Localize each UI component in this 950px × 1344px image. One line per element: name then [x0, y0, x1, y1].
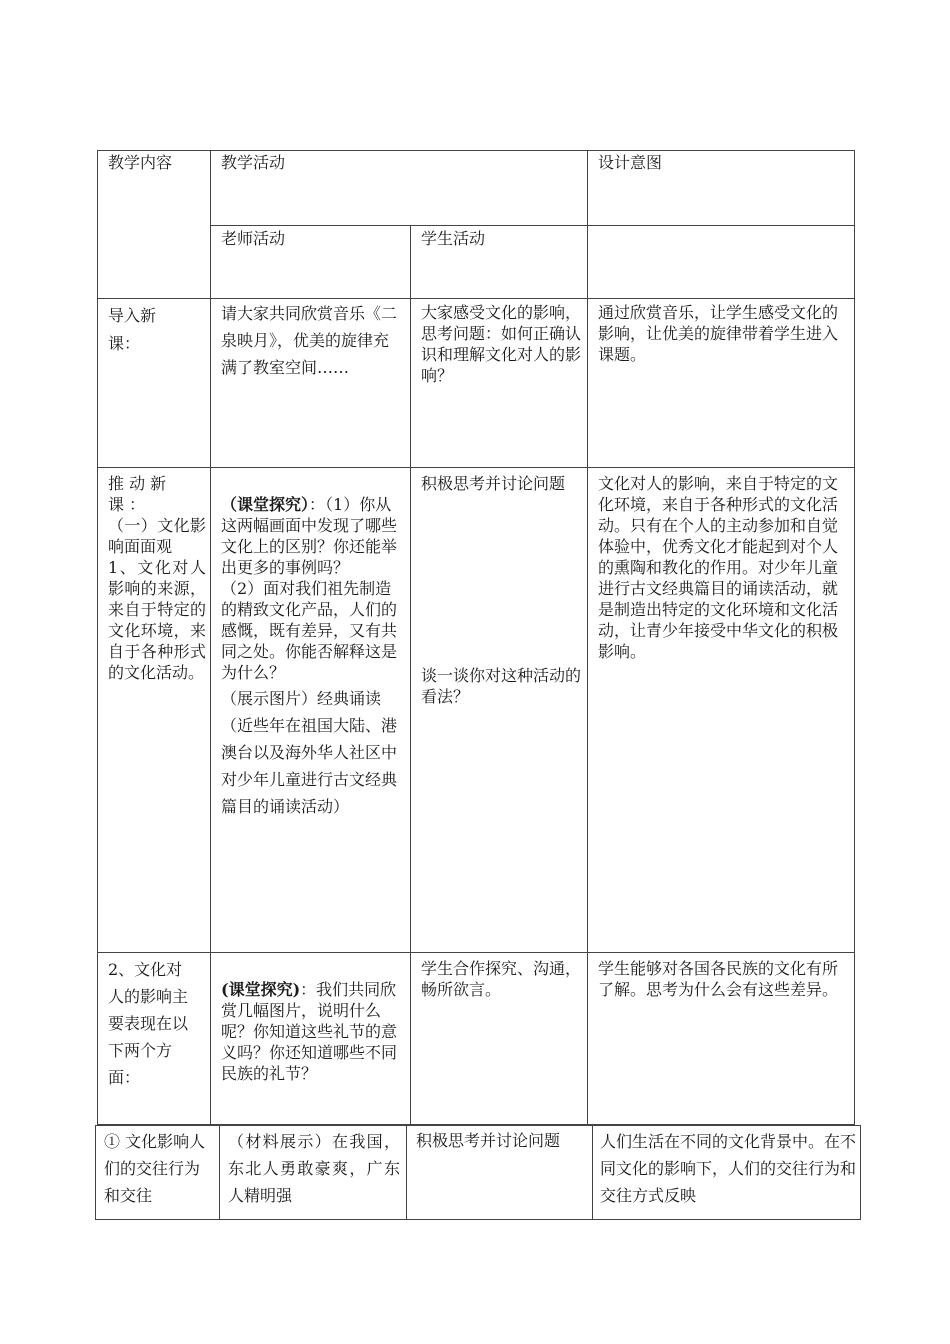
row-divider	[210, 225, 855, 226]
two-intent: 学生能够对各国各民族的文化有所了解。思考为什么会有这些差异。	[598, 959, 839, 999]
two-student: 学生合作探究、沟通，畅所欲言。	[421, 959, 582, 999]
one-intent: 人们生活在不同的文化背景中。在不同文化的影响下，人们的交往行为和交往方式反映	[600, 1132, 857, 1205]
advance-teacher-text: ：（1）你从这两幅画面中发现了哪些文化上的区别？你还能举出更多的事例吗？ （2）面对我们祖先制造的精致文化产品，人们的感慨，既有差异，又有共同之处。你能否解释这是为什么？	[221, 495, 398, 682]
intro-intent: 通过欣赏音乐，让学生感受文化的影响，让优美的旋律带着学生进入课题。	[598, 303, 839, 364]
header-activity: 教学活动	[221, 153, 286, 172]
header-teacher: 老师活动	[221, 229, 286, 248]
advance-label: 推 动 新 课 ： （一）文化影响面面观 1、文化对人影响的来源，来自于特定的文化环境，来自于各种形式的文化活动。	[108, 474, 206, 682]
row-divider	[97, 467, 855, 468]
intro-label: 导入新 课：	[108, 306, 157, 353]
column-divider	[410, 226, 411, 1125]
header-student: 学生活动	[421, 229, 486, 248]
advance-intent: 文化对人的影响，来自于特定的文化环境，来自于各种形式的文化活动。只有在个人的主动参加和自觉体验中，优秀文化才能起到对个人的熏陶和教化的作用。对少年儿童进行古文经典篇目的诵读活动，就是制造出特定的文化环境和文化活动，让青少年接受中华文化的积极影响。	[598, 474, 839, 661]
row-divider	[97, 298, 855, 299]
column-divider	[219, 1125, 220, 1220]
advance-teacher	[221, 473, 405, 683]
column-divider	[406, 1125, 407, 1220]
two-teacher-bold: (课堂探究)	[221, 980, 301, 999]
column-divider	[592, 1125, 593, 1220]
one-teacher: （材料展示）在我国，东北人勇敢豪爽，广东人精明强	[228, 1132, 400, 1205]
column-divider	[587, 150, 588, 1125]
intro-student: 大家感受文化的影响，思考问题：如何正确认识和理解文化对人的影响？	[421, 303, 582, 385]
header-intent: 设计意图	[598, 153, 663, 172]
one-student: 积极思考并讨论问题	[416, 1131, 561, 1150]
advance-teacher-images: （展示图片）经典诵读（近些年在祖国大陆、港澳台以及海外华人社区中对少年儿童进行古文经典篇目的诵读活动）	[221, 689, 398, 816]
one-label: ① 文化影响人们的交往行为和交往	[104, 1132, 206, 1205]
row-divider	[97, 952, 855, 953]
intro-teacher: 请大家共同欣赏音乐《二泉映月》，优美的旋律充满了教室空间……	[221, 304, 398, 377]
header-content: 教学内容	[108, 153, 173, 172]
two-label: 2、文化对人的影响主要表现在以下两个方面：	[108, 960, 189, 1087]
two-teacher	[221, 958, 405, 1084]
advance-teacher-bold: （课堂探究）	[221, 495, 310, 514]
column-divider	[210, 150, 211, 1125]
advance-student-2: 谈一谈你对这种活动的看法？	[421, 666, 582, 706]
advance-student-1: 积极思考并讨论问题	[421, 474, 566, 493]
two-teacher-text: ：我们共同欣赏几幅图片，说明什么呢？你知道这些礼节的意义吗？你还知道哪些不同民族的礼节？	[221, 980, 398, 1083]
